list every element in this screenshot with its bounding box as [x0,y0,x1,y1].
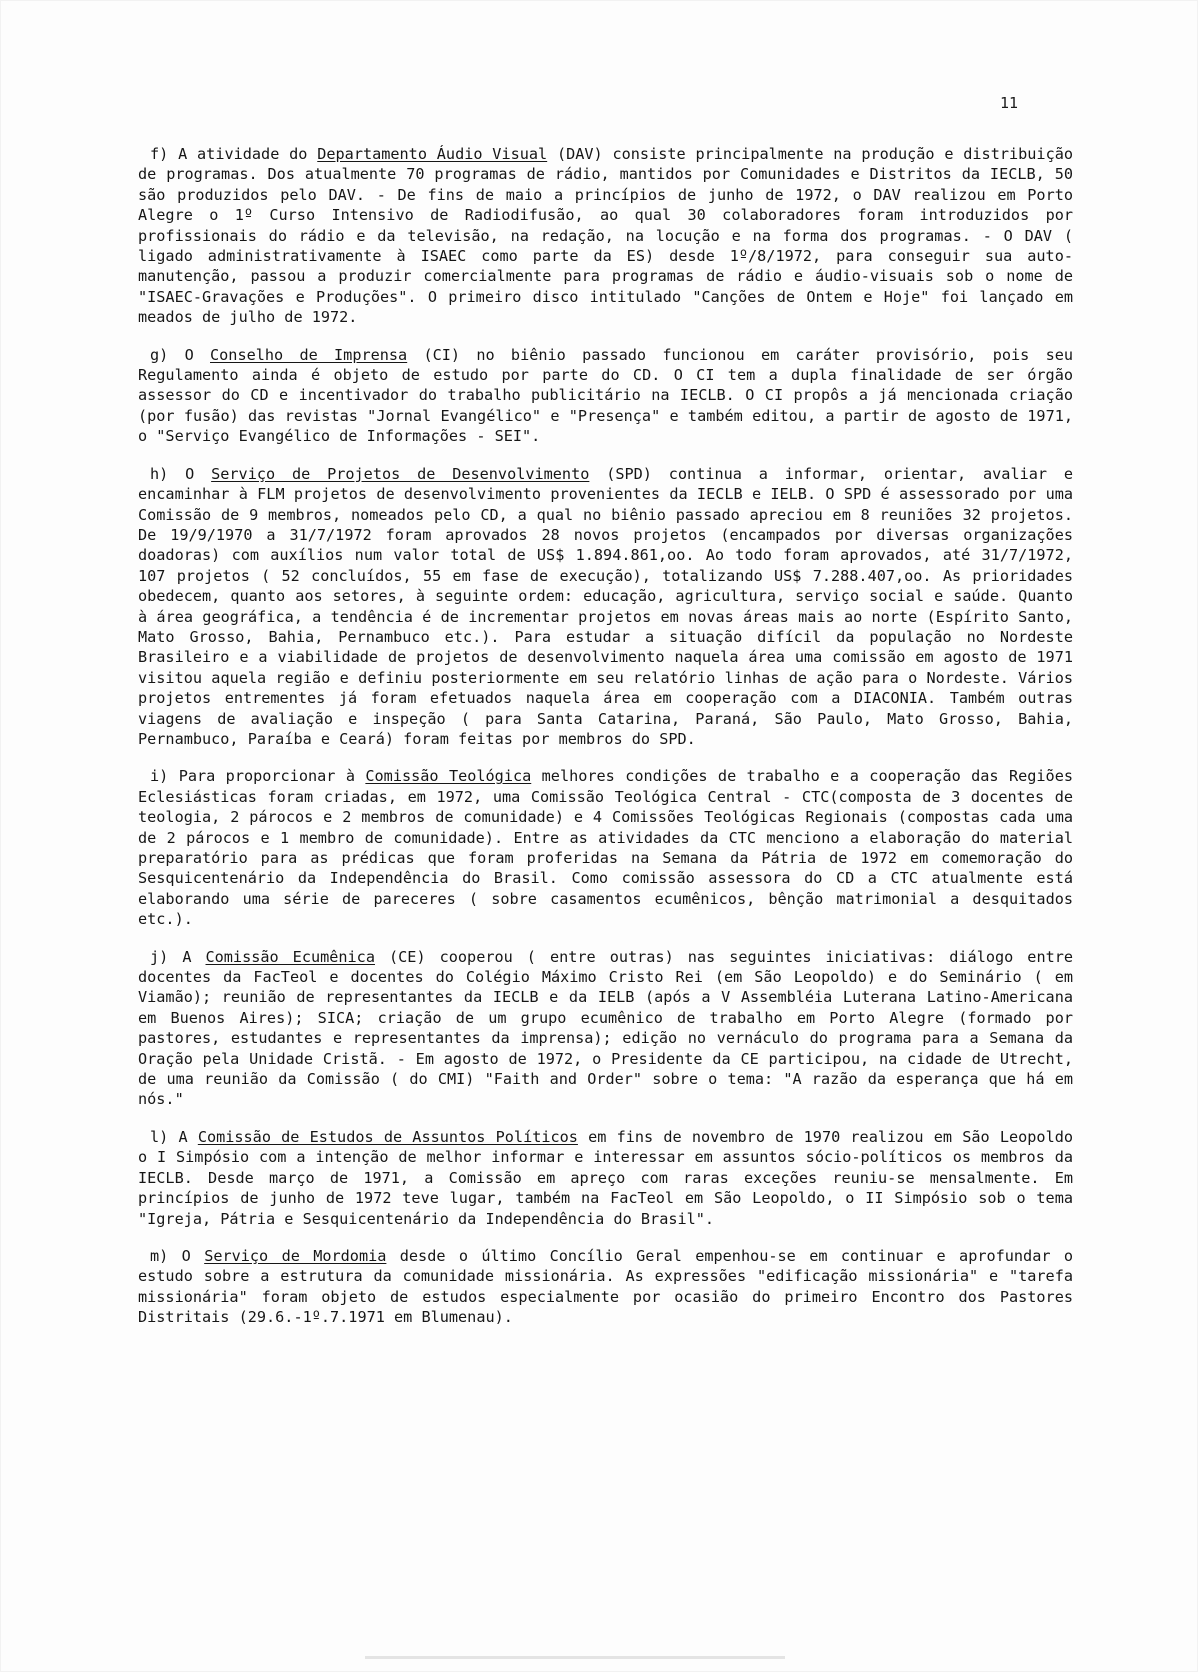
paragraph-text: (CI) no biênio passado funcionou em caráter provisório, pois seu Regulamento ainda é objeto de estudo por parte do CD. O CI tem a dupla finalidade de ser órgão assessor do CD e incentivador do trabalho publicitário na IECLB. O CI propôs a já mencionada criação (por fusão) das revistas "Jornal Evangélico" e "Presença" e também editou, a partir de agosto de 1971, o "Serviço Evangélico de Informações - SEI". [138,345,1073,446]
underlined-term: Serviço de Mordomia [204,1246,387,1265]
underlined-term: Comissão de Estudos de Assuntos Políticos [197,1127,578,1146]
underlined-term: Comissão Teológica [365,767,532,786]
paragraph-text: (DAV) consiste principalmente na produção e distribuição de programas. Dos atualmente 70 programas de rádio, mantidos por Comunidades e Distritos da IECLB, 50 são produzidos pelo DAV. - De fins de maio a princípios de junho de 1972, o DAV realizou em Porto Alegre o 1º Curso Intensivo de Radiodifusão, ao qual 30 colaboradores foram introduzidos por profissionais do rádio e da televisão, na redação, na locução e na forma dos programas. - O DAV ( ligado administrativamente à ISAEC como parte da ES) desde 1º/8/1972, para conseguir sua auto-manutenção, passou a produzir comercialmente para programas de rádio e áudio-visuais sob o nome de "ISAEC-Gravações e Produções". O primeiro disco intitulado "Canções de Ontem e Hoje" foi lançado em meados de julho de 1972. [138,145,1073,327]
paragraph-lead: f) A atividade do [150,145,318,163]
document-body [138,144,1073,1345]
paragraph-text: em fins de novembro de 1970 realizou em São Leopoldo o I Simpósio com a intenção de melhor informar e interessar em assuntos sócio-políticos os membros da IECLB. Desde março de 1971, a Comissão em apreço com raras exceções reuniu-se mensalmente. Em princípios de junho de 1972 teve lugar, também na FacTeol em São Leopoldo, o II Simpósio sob o tema "Igreja, Pátria e Sesquicentenário da Independência do Brasil". [138,1127,1074,1228]
paragraph-lead: m) O [150,1246,205,1265]
paragraph-text: melhores condições de trabalho e a cooperação das Regiões Eclesiásticas foram criadas, em 1972, uma Comissão Teológica Central - CTC(composta de 3 docentes de teologia, 2 párocos e 2 membros de comunidade) e 4 Comissões Teológicas Regionais (compostas cada uma de 2 párocos e 1 membro de comunidade). Entre as atividades da CTC menciono a elaboração do material preparatório para as prédicas que foram proferidas na Semana da Pátria de 1972 em comemoração do Sesquicentenário da Independência do Brasil. Como comissão assessora do CD a CTC atualmente está elaborando uma série de pareceres ( sobre casamentos ecumênicos, bênção matrimonial a desquitados etc.). [138,767,1073,929]
paragraph-text: desde o último Concílio Geral empenhou-se em continuar e aprofundar o estudo sobre a estrutura da comunidade missionária. As expressões "edificação missionária" e "tarefa missionária" foram objeto de estudos especialmente por ocasião do primeiro Encontro dos Pastores Distritais (29.6.-1º.7.1971 em Blumenau). [138,1246,1074,1327]
paragraph-l [138,1127,1073,1229]
underlined-term: Comissão Ecumênica [205,947,375,966]
paragraph-lead: g) O [150,345,211,364]
paragraph-text: (CE) cooperou ( entre outras) nas seguintes iniciativas: diálogo entre docentes da FacTeol e docentes do Colégio Máximo Cristo Rei (em São Leopoldo) e do Seminário ( em Viamão); reunião de representantes da IECLB e da IELB (após a V Assembléia Luterana Latino-Americana em Buenos Aires); SICA; criação de um grupo ecumênico de trabalho em Porto Alegre (formado por pastores, estudantes e representantes da imprensa); edição no vernáculo do programa para a Semana da Oração pela Unidade Cristã. - Em agosto de 1972, o Presidente da CE participou, na cidade de Utrecht, de uma reunião da Comissão ( do CMI) "Faith and Order" sobre o tema: "A razão da esperança que há em nós." [138,947,1074,1109]
paragraph-h [138,464,1073,750]
paragraph-text: (SPD) continua a informar, orientar, avaliar e encaminhar à FLM projetos de desenvolvimento provenientes da IECLB e IELB. O SPD é assessorado por uma Comissão de 9 membros, nomeados pelo CD, a qual no biênio passado apreciou em 8 reuniões 32 projetos. De 19/9/1970 a 31/7/1972 foram aprovados 28 novos projetos (encampados por diversas organizações doadoras) com auxílios num valor total de US$ 1.894.861,oo. Ao todo foram aprovados, até 31/7/1972, 107 projetos ( 52 concluídos, 55 em fase de execução), totalizando US$ 7.288.407,oo. As prioridades obedecem, quanto aos setores, à seguinte ordem: educação, agricultura, serviço social e saúde. Quanto à área geográfica, a tendência é de incrementar projetos em novas áreas mais ao norte (Espírito Santo, Mato Grosso, Bahia, Pernambuco etc.). Para estudar a situação difícil da população no Nordeste Brasileiro e a viabilidade de projetos de desenvolvimento naquela área uma comissão em agosto de 1971 visitou aquela região e definiu posteriormente em seu relatório linhas de ação para o Nordeste. Vários projetos entrementes já foram efetuados naquela área em cooperação com a DIACONIA. Também outras viagens de avaliação e inspeção ( para Santa Catarina, Paraná, São Paulo, Mato Grosso, Bahia, Pernambuco, Paraíba e Ceará) foram feitas por membros do SPD. [138,464,1073,748]
paragraph-i [138,766,1073,929]
page-number: 11 [1000,94,1019,112]
paragraph-g [138,345,1073,447]
paragraph-lead: l) A [150,1127,198,1146]
paragraph-f [138,144,1073,328]
paragraph-lead: i) Para proporcionar à [150,767,366,786]
underlined-term: Serviço de Projetos de Desenvolvimento [211,464,590,483]
paragraph-lead: j) A [150,947,206,966]
underlined-term: Departamento Áudio Visual [317,145,548,163]
paragraph-m [138,1246,1073,1328]
underlined-term: Conselho de Imprensa [210,345,408,364]
paragraph-lead: h) O [150,464,212,483]
scan-edge-mark [365,1656,785,1659]
paragraph-j [138,947,1073,1110]
